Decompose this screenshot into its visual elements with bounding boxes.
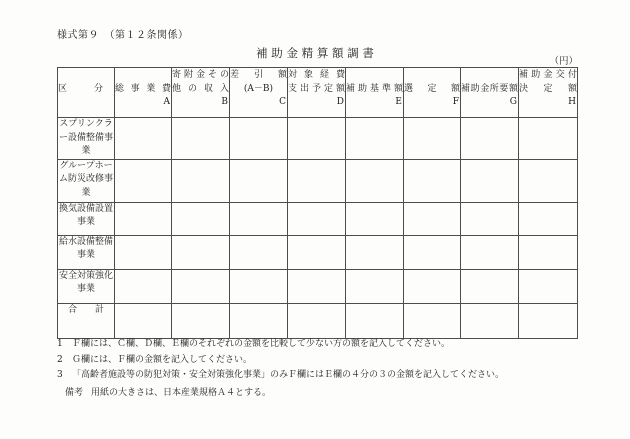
footnote-text: Ｆ欄には、Ｃ欄、Ｄ欄、Ｅ欄のそれぞれの金額を比較して少ない方の額を記入してください。 [72, 339, 451, 349]
amount-cell [346, 202, 404, 235]
amount-cell [519, 118, 578, 160]
row-label: 給水設備整備 事業 [58, 235, 115, 269]
amount-cell [172, 303, 230, 338]
amount-cell [404, 159, 461, 202]
settlement-table [57, 67, 578, 339]
column-title-line: 差引額 [230, 70, 287, 80]
column-header-total-project-cost [115, 68, 172, 118]
amount-cell [461, 269, 519, 303]
amount-cell [115, 202, 172, 235]
amount-cell [172, 118, 230, 160]
column-title-line: (A－B) [243, 84, 274, 94]
column-letter: E [395, 97, 402, 107]
row-label: 安全対策強化 事業 [58, 269, 115, 303]
document-title: 補助金精算額調書 [256, 46, 378, 60]
table-row-total [58, 303, 578, 338]
column-letter: A [163, 97, 170, 107]
amount-cell [519, 235, 578, 269]
remarks-line [65, 388, 271, 399]
remarks-text: 用紙の大きさは、日本産業規格Ａ４とする。 [91, 388, 272, 398]
column-title-line: 補助金交付 [519, 70, 577, 80]
amount-cell [288, 202, 346, 235]
amount-cell [230, 159, 288, 202]
amount-cell [172, 235, 230, 269]
amount-cell [519, 202, 578, 235]
form-number: 様式第９ （第１２条関係） [57, 30, 189, 41]
amount-cell [346, 159, 404, 202]
amount-cell [288, 159, 346, 202]
amount-cell [115, 303, 172, 338]
amount-cell [172, 202, 230, 235]
amount-cell [346, 303, 404, 338]
header-row [58, 68, 578, 118]
table-row-sprinkler [58, 118, 578, 160]
column-letter: G [509, 97, 517, 107]
column-title-line [115, 68, 171, 82]
row-label: 換気設備設置 事業 [58, 202, 115, 235]
column-title-line [346, 68, 403, 82]
column-title-line: 区 分 [58, 84, 104, 94]
column-title-line: 決定額 [519, 84, 577, 94]
amount-cell [230, 235, 288, 269]
table-row-safety-measures [58, 269, 578, 303]
amount-cell [230, 118, 288, 160]
amount-cell [288, 269, 346, 303]
amount-cell [404, 235, 461, 269]
column-header-subsidy-standard-amount [346, 68, 404, 118]
amount-cell [346, 269, 404, 303]
table-row-ventilation [58, 202, 578, 235]
amount-cell [519, 269, 578, 303]
amount-cell [404, 269, 461, 303]
column-letter: H [568, 97, 576, 107]
footnote-number: 2 [57, 354, 63, 365]
amount-cell [404, 303, 461, 338]
table-row-water-supply [58, 235, 578, 269]
amount-cell [461, 303, 519, 338]
column-title-line: 選定額 [404, 84, 460, 94]
column-header-planned-expenditure [288, 68, 346, 118]
column-title-line: 寄附金その [172, 70, 229, 80]
footnote-1 [57, 339, 504, 350]
amount-cell [172, 269, 230, 303]
unit-label: （円） [549, 56, 578, 67]
column-header-selected-amount [404, 68, 461, 118]
amount-cell [461, 202, 519, 235]
column-title-line: 補助基準額 [346, 84, 403, 94]
column-title-line [404, 68, 460, 82]
column-title-line: 対象経費 [288, 70, 345, 80]
amount-cell [115, 269, 172, 303]
amount-cell [519, 303, 578, 338]
amount-cell [346, 118, 404, 160]
amount-cell [230, 303, 288, 338]
amount-cell [230, 202, 288, 235]
footnote-3 [57, 370, 504, 381]
column-header-category [58, 68, 115, 118]
amount-cell [461, 235, 519, 269]
amount-cell [230, 269, 288, 303]
amount-cell [288, 118, 346, 160]
amount-cell [172, 159, 230, 202]
table-row-group-home [58, 159, 578, 202]
footnotes [57, 339, 504, 386]
amount-cell [346, 235, 404, 269]
column-title-line: 総事業費 [115, 84, 171, 94]
amount-cell [461, 159, 519, 202]
column-title-line [461, 68, 518, 82]
remarks-label: 備考 [65, 388, 84, 398]
amount-cell [461, 118, 519, 160]
column-title-line: 支出予定額 [288, 84, 345, 94]
column-header-donations-other-income [172, 68, 230, 118]
column-letter: D [336, 97, 344, 107]
column-header-balance [230, 68, 288, 118]
column-title-line [58, 68, 114, 82]
amount-cell [115, 118, 172, 160]
column-letter: F [452, 97, 459, 107]
amount-cell [404, 202, 461, 235]
row-label-total: 合 計 [58, 303, 115, 338]
column-header-grant-decision-amount [519, 68, 578, 118]
footnote-number: 3 [57, 370, 63, 380]
footnote-number: 1 [57, 339, 63, 349]
column-title-line: 補助金所要額 [461, 84, 518, 94]
row-label: グループホー ム防災改修事 業 [58, 159, 115, 202]
amount-cell [519, 159, 578, 202]
footnote-text: Ｇ欄には、Ｆ欄の金額を記入してください。 [72, 354, 253, 365]
amount-cell [288, 303, 346, 338]
amount-cell [288, 235, 346, 269]
footnote-2 [57, 355, 504, 366]
column-letter: B [221, 97, 228, 107]
amount-cell [115, 159, 172, 202]
column-header-subsidy-required-amount [461, 68, 519, 118]
column-letter: C [279, 97, 286, 107]
row-label: スプリンクラ ー設備整備事 業 [58, 118, 115, 160]
amount-cell [404, 118, 461, 160]
column-title-line: 他の収入 [172, 84, 229, 94]
amount-cell [115, 235, 172, 269]
footnote-text: 「高齢者施設等の防犯対策・安全対策強化事業」のみＦ欄にはＥ欄の４分の３の金額を記入してください。 [72, 370, 505, 380]
column-letter [58, 96, 114, 109]
